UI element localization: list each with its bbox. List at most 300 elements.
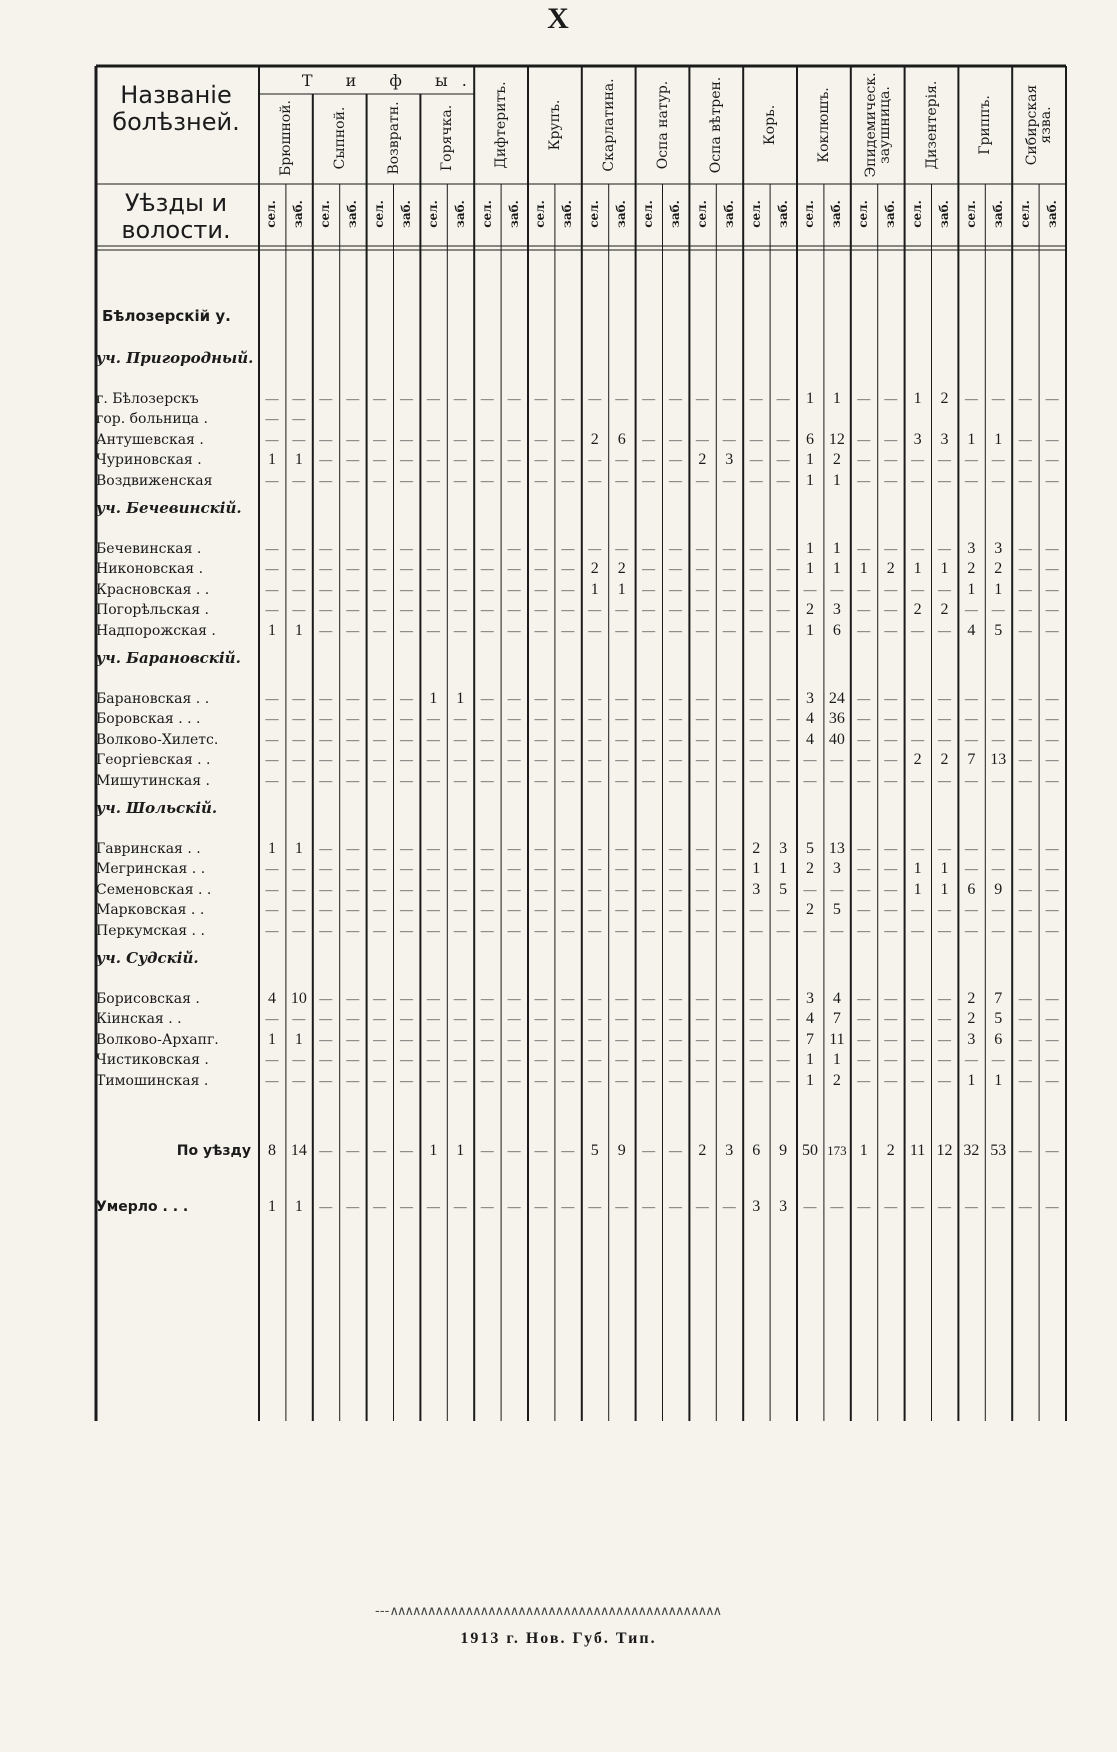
table-cell: — [319,1052,333,1068]
table-cell: — [480,731,494,747]
table-cell: — [453,452,467,468]
table-cell: — [1018,1011,1032,1027]
table-cell: — [695,752,709,768]
table-cell: — [884,622,898,638]
table-cell: — [642,431,656,447]
table-cell: — [857,772,871,788]
table-cell: — [642,622,656,638]
table-cell: — [265,861,279,877]
table-cell: 2 [967,990,976,1007]
table-cell: — [292,561,306,577]
table-cell: — [1045,602,1059,618]
table-cell: — [426,991,440,1006]
table-cell: — [669,861,682,877]
table-cell: — [400,431,413,447]
table-cell: — [507,841,521,856]
table-cell: — [884,772,898,788]
table-cell: — [400,622,413,638]
table-cell: — [319,1031,333,1047]
table-cell: — [534,561,548,577]
table-cell: — [911,1199,925,1215]
table-cell: 36 [828,710,845,728]
table-cell: — [373,1199,387,1215]
table-cell: — [884,922,898,938]
table-cell: — [884,431,898,447]
table-cell: — [346,602,360,618]
table-cell: 3 [994,540,1003,557]
table-cell: — [1045,472,1059,488]
table-cell: — [669,561,682,577]
table-cell: — [830,922,844,938]
table-cell: 5 [832,901,841,919]
table-cell: — [292,391,306,406]
table-cell: — [776,1052,790,1068]
table-cell: — [588,391,602,406]
table-cell: — [642,1011,656,1027]
table-cell: 1 [429,690,438,707]
table-cell: — [1018,561,1032,577]
table-cell: — [588,691,602,706]
table-cell: — [615,772,629,788]
table-cell: — [588,991,602,1006]
table-cell: — [911,922,925,938]
table-cell: — [373,602,387,618]
table-cell: — [911,472,925,488]
table-cell: — [938,452,951,468]
table-cell: 2 [967,560,976,578]
table-cell: — [400,1143,413,1158]
row-label: Кіинская . . [96,1011,182,1028]
table-cell: — [964,691,978,706]
table-cell: — [346,561,360,577]
table-cell: — [265,772,279,788]
table-cell: — [507,752,521,768]
column-header-14: Гриппъ. [977,95,994,155]
table-cell: — [534,541,548,556]
table-cell: — [426,841,440,856]
row-label: Мишутинская . [96,772,210,789]
table-cell: — [453,561,467,577]
row-label: Никоновская . [96,561,204,578]
table-cell: — [1018,1072,1032,1088]
row-label: Борисовская . [96,991,200,1007]
table-cell: 3 [832,601,841,619]
table-cell: — [319,622,333,638]
table-cell: — [1045,561,1059,577]
table-cell: — [453,1199,467,1215]
table-cell: 1 [294,840,303,857]
table-cell: — [964,602,978,618]
table-cell: — [884,581,898,597]
table-cell: 3 [752,1198,761,1216]
table-cell: 50 [802,1142,818,1159]
table-cell: — [1018,752,1032,768]
table-cell: — [911,1031,925,1047]
table-cell: — [265,711,279,727]
table-cell: 1 [940,860,949,878]
sub-header-villages: сел. [533,200,548,228]
table-cell: 1 [617,580,626,598]
table-cell: 1 [294,1030,303,1048]
table-cell: — [1018,622,1032,638]
table-cell: 1 [913,560,922,578]
table-cell: — [830,1199,844,1215]
table-cell: — [480,541,494,556]
table-cell: — [507,602,521,618]
table-cell: 3 [967,540,976,557]
table-cell: — [561,772,575,788]
table-cell: — [480,691,494,706]
table-cell: — [426,772,440,788]
table-cell: — [776,452,790,468]
table-cell: — [884,902,898,918]
table-cell: — [1018,902,1032,918]
table-cell: 6 [967,880,976,898]
table-cell: — [346,752,360,768]
table-cell: 14 [290,1142,307,1159]
sub-header-cases: заб. [883,200,898,228]
table-cell: — [642,1199,656,1215]
table-cell: — [534,1031,548,1047]
table-cell: — [534,841,548,856]
table-cell: — [426,881,440,897]
table-cell: — [453,861,467,877]
table-cell: 5 [994,621,1003,639]
column-header-5: Дифтеритъ. [493,81,510,169]
table-cell: 1 [590,580,599,598]
table-cell: 12 [936,1142,953,1159]
table-cell: — [695,1011,709,1027]
table-cell: — [480,1052,494,1068]
table-cell: — [319,922,333,938]
table-cell: — [615,1011,629,1027]
table-cell: — [292,772,306,788]
table-cell: — [426,1011,440,1027]
table-cell: — [534,391,548,406]
table-cell: 1 [806,621,814,639]
table-cell: — [615,472,629,488]
table-cell: — [373,431,387,447]
table-cell: — [991,452,1005,468]
table-cell: — [453,1052,467,1068]
table-cell: — [695,561,709,577]
table-cell: — [400,581,413,597]
sub-header-villages: сел. [1017,200,1032,228]
table-cell: — [319,1143,333,1158]
table-cell: — [480,841,494,856]
table-cell: — [400,922,413,938]
table-cell: — [534,752,548,768]
table-cell: — [265,1072,279,1088]
row-label: Умерло . . . [96,1199,189,1216]
table-cell: — [857,922,871,938]
table-cell: 4 [806,730,814,748]
table-cell: — [642,472,656,488]
table-cell: — [884,861,898,877]
table-cell: — [319,772,333,788]
table-cell: 173 [827,1143,847,1158]
row-label: Бечевинская . [96,541,202,557]
table-cell: — [1045,691,1059,706]
sub-header-cases: заб. [936,200,951,228]
table-cell: — [480,922,494,938]
column-header-1: Брюшной. [277,100,294,176]
table-cell: 2 [752,840,761,857]
table-cell: — [749,561,763,577]
row-label: г. Бѣлозерскъ [96,391,199,407]
table-cell: — [346,622,360,638]
table-cell: — [938,541,951,556]
table-cell: — [400,752,413,768]
table-cell: — [722,881,736,897]
table-cell: — [722,1031,736,1047]
table-cell: 2 [886,1142,895,1159]
table-cell: — [561,731,575,747]
table-cell: 3 [940,430,949,448]
table-cell: — [669,691,682,706]
table-cell: — [695,881,709,897]
table-cell: — [588,922,602,938]
table-cell: — [938,991,951,1006]
table-cell: — [911,691,925,706]
table-cell: 2 [832,451,841,469]
table-cell: — [426,561,440,577]
table-cell: — [561,1011,575,1027]
table-cell: — [695,581,709,597]
row-label: Боровская . . . [96,711,201,728]
table-cell: — [669,1011,682,1027]
table-cell: — [319,561,333,577]
table-cell: — [292,691,306,706]
table-cell: — [1018,602,1032,618]
table-cell: — [507,881,521,897]
table-cell: — [938,772,951,788]
table-cell: — [695,1199,709,1215]
table-cell: — [426,1072,440,1088]
table-cell: 1 [913,860,922,878]
table-cell: — [400,731,413,747]
table-cell: 2 [832,1071,841,1089]
table-cell: — [319,431,333,447]
table-cell: 11 [909,1142,926,1159]
table-cell: — [695,691,709,706]
table-cell: 2 [806,901,814,919]
table-cell: — [1018,452,1032,468]
table-cell: — [453,731,467,747]
table-cell: 1 [456,1142,465,1159]
table-cell: — [991,861,1005,877]
row-label: Мегринская . . [96,861,206,878]
table-cell: — [1045,581,1059,597]
table-cell: — [857,861,871,877]
column-header-9: Оспа вѣтрен. [708,76,725,174]
table-cell: — [615,622,629,638]
table-cell: — [695,711,709,727]
header-typhus-group: Т и ф ы. [301,71,481,90]
table-cell: — [453,711,467,727]
table-cell: — [453,991,467,1006]
table-cell: — [507,1011,521,1027]
table-cell: — [1018,691,1032,706]
table-cell: — [265,691,279,706]
table-cell: — [373,731,387,747]
table-cell: — [534,1011,548,1027]
table-cell: — [480,752,494,768]
sub-header-villages: сел. [425,200,440,228]
table-cell: — [615,1052,629,1068]
table-cell: 1 [268,840,276,857]
table-cell: — [373,841,387,856]
table-cell: 12 [828,430,845,448]
table-cell: — [722,902,736,918]
table-cell: — [561,1143,575,1158]
table-cell: — [776,711,790,727]
table-cell: — [265,902,279,918]
table-cell: — [911,711,925,727]
table-cell: 1 [294,621,303,639]
table-cell: — [400,881,413,897]
table-cell: 1 [832,390,841,407]
table-cell: — [857,991,871,1006]
table-cell: — [642,902,656,918]
table-cell: — [857,431,871,447]
table-cell: — [991,472,1005,488]
table-cell: — [964,841,978,856]
table-cell: — [776,902,790,918]
table-cell: — [426,472,440,488]
page-number: X [547,2,570,35]
table-cell: — [857,711,871,727]
table-cell: — [400,561,413,577]
table-cell: — [964,1199,978,1215]
row-label: Воздвиженская [96,472,213,489]
table-cell: — [1018,861,1032,877]
table-cell: — [695,841,709,856]
table-cell: — [749,1072,763,1088]
table-cell: — [400,991,413,1006]
table-cell: — [964,861,978,877]
sub-header-cases: заб. [452,200,467,228]
table-cell: — [669,991,682,1006]
table-cell: — [480,991,494,1006]
table-cell: — [480,711,494,727]
table-cell: — [400,1031,413,1047]
sub-header-cases: заб. [398,200,413,228]
table-cell: — [749,772,763,788]
table-cell: — [1045,1143,1059,1158]
table-cell: — [534,602,548,618]
table-cell: — [588,881,602,897]
table-cell: — [938,902,951,918]
table-cell: — [346,541,360,556]
table-cell: — [534,452,548,468]
table-cell: — [749,902,763,918]
table-cell: — [615,752,629,768]
table-cell: — [561,691,575,706]
table-cell: — [373,922,387,938]
table-cell: — [722,431,736,447]
table-cell: — [588,1072,602,1088]
table-cell: — [588,622,602,638]
table-cell: — [911,731,925,747]
column-header-7: Скарлатина. [600,78,617,172]
row-label: Георгіевская . . [96,752,211,769]
table-cell: — [588,1199,602,1215]
sub-header-cases: заб. [506,200,521,228]
table-cell: — [400,602,413,618]
table-cell: — [373,1072,387,1088]
table-cell: — [319,1199,333,1215]
table-cell: — [911,622,925,638]
table-cell: — [373,1031,387,1047]
table-cell: — [669,452,682,468]
table-cell: — [373,1011,387,1027]
table-cell: — [938,1199,951,1215]
table-cell: — [561,391,575,406]
table-cell: — [453,1072,467,1088]
table-cell: — [884,602,898,618]
table-cell: — [534,731,548,747]
table-cell: — [749,391,763,406]
table-cell: — [426,622,440,638]
table-cell: — [480,602,494,618]
table-cell: 1 [859,1142,868,1159]
table-cell: — [292,472,306,488]
table-cell: — [400,861,413,877]
table-cell: — [830,581,844,597]
table-cell: 13 [990,751,1007,769]
table-cell: 4 [967,621,976,639]
table-cell: — [292,922,306,938]
table-cell: — [642,602,656,618]
table-cell: — [400,691,413,706]
column-header-11: Коклюшъ. [815,87,832,163]
table-cell: — [615,691,629,706]
table-cell: — [669,581,682,597]
table-cell: 3 [752,880,761,898]
table-cell: — [669,472,682,488]
table-cell: — [346,991,360,1006]
table-cell: 7 [994,990,1003,1007]
table-cell: — [857,391,871,406]
table-cell: — [803,752,817,768]
table-cell: — [938,711,951,727]
table-cell: — [749,1011,763,1027]
table-cell: 1 [967,1071,976,1089]
table-cell: — [964,1052,978,1068]
table-cell: — [534,472,548,488]
table-cell: 6 [617,430,626,448]
table-cell: — [561,602,575,618]
sub-header-villages: сел. [748,200,763,228]
table-cell: — [534,1072,548,1088]
table-cell: — [292,1072,306,1088]
table-cell: 1 [806,471,814,489]
table-cell: 6 [832,621,841,639]
table-cell: 24 [828,690,845,707]
table-cell: — [776,1031,790,1047]
table-cell: — [453,1011,467,1027]
table-cell: — [588,1011,602,1027]
table-cell: — [991,711,1005,727]
row-label: Красновская . . [96,581,210,598]
table-cell: — [507,472,521,488]
table-cell: — [426,861,440,877]
table-cell: — [911,902,925,918]
table-cell: — [749,1052,763,1068]
table-cell: — [857,731,871,747]
row-label: Антушевская . [96,431,204,448]
